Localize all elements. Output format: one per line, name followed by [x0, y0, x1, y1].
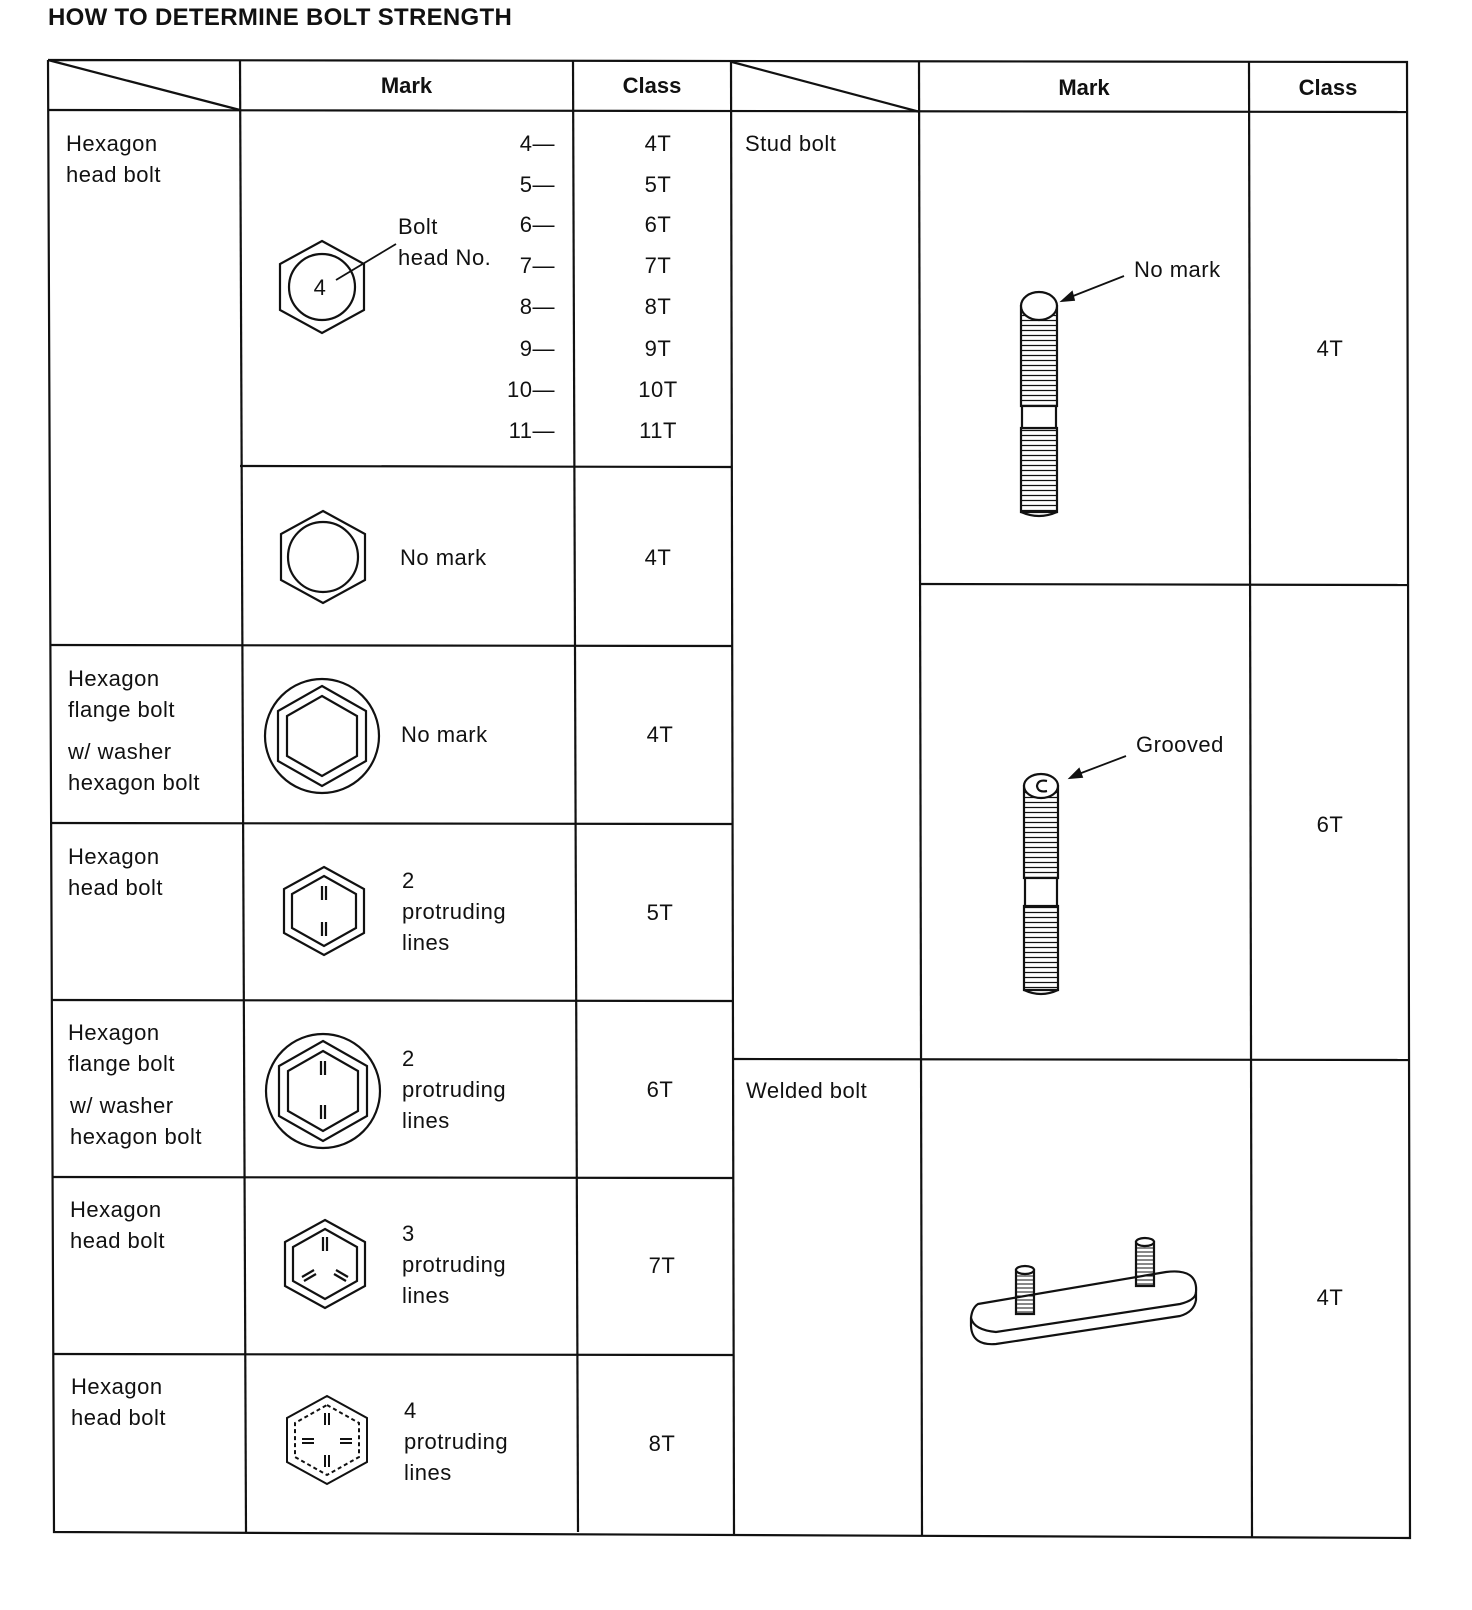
- hex-4lines-class: 8T: [648, 1431, 676, 1456]
- washer-2lines-type-label: w/ washer hexagon bolt: [70, 1093, 202, 1149]
- hex-head-2-lines-icon: [279, 864, 369, 958]
- flange-no-mark-label: No mark: [401, 722, 488, 747]
- class-5t: 5T: [644, 172, 672, 197]
- flange-2lines-mark-label: 2 protruding lines: [402, 1046, 507, 1133]
- class-9t: 9T: [644, 336, 672, 361]
- stud-no-mark-class: 4T: [1316, 336, 1344, 361]
- hex-2lines-class: 5T: [646, 900, 674, 925]
- head-number-6: 6—: [519, 212, 555, 237]
- bolt-head-leader-line: [330, 240, 400, 285]
- hex-head-4-lines-icon: [282, 1393, 372, 1487]
- hex-3lines-type-label: Hexagon head bolt: [70, 1197, 166, 1253]
- header-left-class: Class: [622, 73, 682, 98]
- hex-3lines-mark-label: 3 protruding lines: [402, 1221, 507, 1308]
- flange-2lines-type-label: Hexagon flange bolt: [68, 1020, 176, 1076]
- class-11t: 11T: [639, 418, 677, 443]
- head-number-7: 7—: [519, 253, 555, 278]
- stud-bolt-grooved-icon: [1014, 770, 1070, 998]
- grooved-callout-arrow: [1066, 752, 1130, 782]
- hex-head-no-mark-icon: [277, 508, 371, 606]
- hex-2lines-mark-label: 2 protruding lines: [402, 868, 507, 955]
- welded-bolt-class: 4T: [1316, 1285, 1344, 1310]
- head-number-8: 8—: [519, 294, 555, 319]
- flange-2lines-class: 6T: [646, 1077, 674, 1102]
- hex-4lines-type-label: Hexagon head bolt: [71, 1374, 167, 1430]
- class-4t: 4T: [644, 131, 672, 156]
- flange-no-mark-class: 4T: [646, 722, 674, 747]
- header-right-class: Class: [1298, 75, 1358, 100]
- head-number-4: 4—: [519, 131, 555, 156]
- head-number-9: 9—: [519, 336, 555, 361]
- class-7t: 7T: [644, 253, 672, 278]
- flange-bolt-no-mark-icon: [262, 676, 382, 796]
- no-mark-label: No mark: [400, 545, 487, 570]
- head-number-11: 11—: [508, 418, 555, 443]
- washer-bolt-type-label: w/ washer hexagon bolt: [68, 739, 200, 795]
- stud-no-mark-callout: No mark: [1134, 257, 1221, 282]
- class-10t: 10T: [638, 377, 678, 402]
- welded-bolt-type-label: Welded bolt: [746, 1078, 868, 1103]
- hex-head-3-lines-icon: [280, 1217, 370, 1311]
- stud-bolt-no-mark-icon: [1012, 288, 1068, 520]
- hex-2lines-type-label: Hexagon head bolt: [68, 844, 164, 900]
- head-number-10: 10—: [507, 377, 555, 402]
- hex-4lines-mark-label: 4 protruding lines: [404, 1398, 509, 1485]
- page-title: HOW TO DETERMINE BOLT STRENGTH: [48, 4, 513, 31]
- class-6t: 6T: [644, 212, 672, 237]
- hex-3lines-class: 7T: [648, 1253, 676, 1278]
- no-mark-callout-arrow: [1058, 272, 1128, 306]
- stud-bolt-type-label: Stud bolt: [745, 131, 837, 156]
- hex-head-number: 4: [313, 275, 327, 300]
- welded-bolt-icon: [966, 1234, 1202, 1354]
- class-8t: 8T: [644, 294, 672, 319]
- bolt-type-label: Hexagon head bolt: [66, 131, 162, 187]
- stud-grooved-callout: Grooved: [1136, 732, 1224, 757]
- flange-bolt-type-label: Hexagon flange bolt: [68, 666, 176, 722]
- no-mark-class: 4T: [644, 545, 672, 570]
- stud-grooved-class: 6T: [1316, 812, 1344, 837]
- flange-bolt-2-lines-icon: [263, 1031, 383, 1151]
- bolt-head-no-label: Bolt head No.: [398, 214, 492, 270]
- header-left-mark: Mark: [380, 73, 433, 98]
- header-right-mark: Mark: [1058, 75, 1110, 100]
- head-number-5: 5—: [519, 172, 555, 197]
